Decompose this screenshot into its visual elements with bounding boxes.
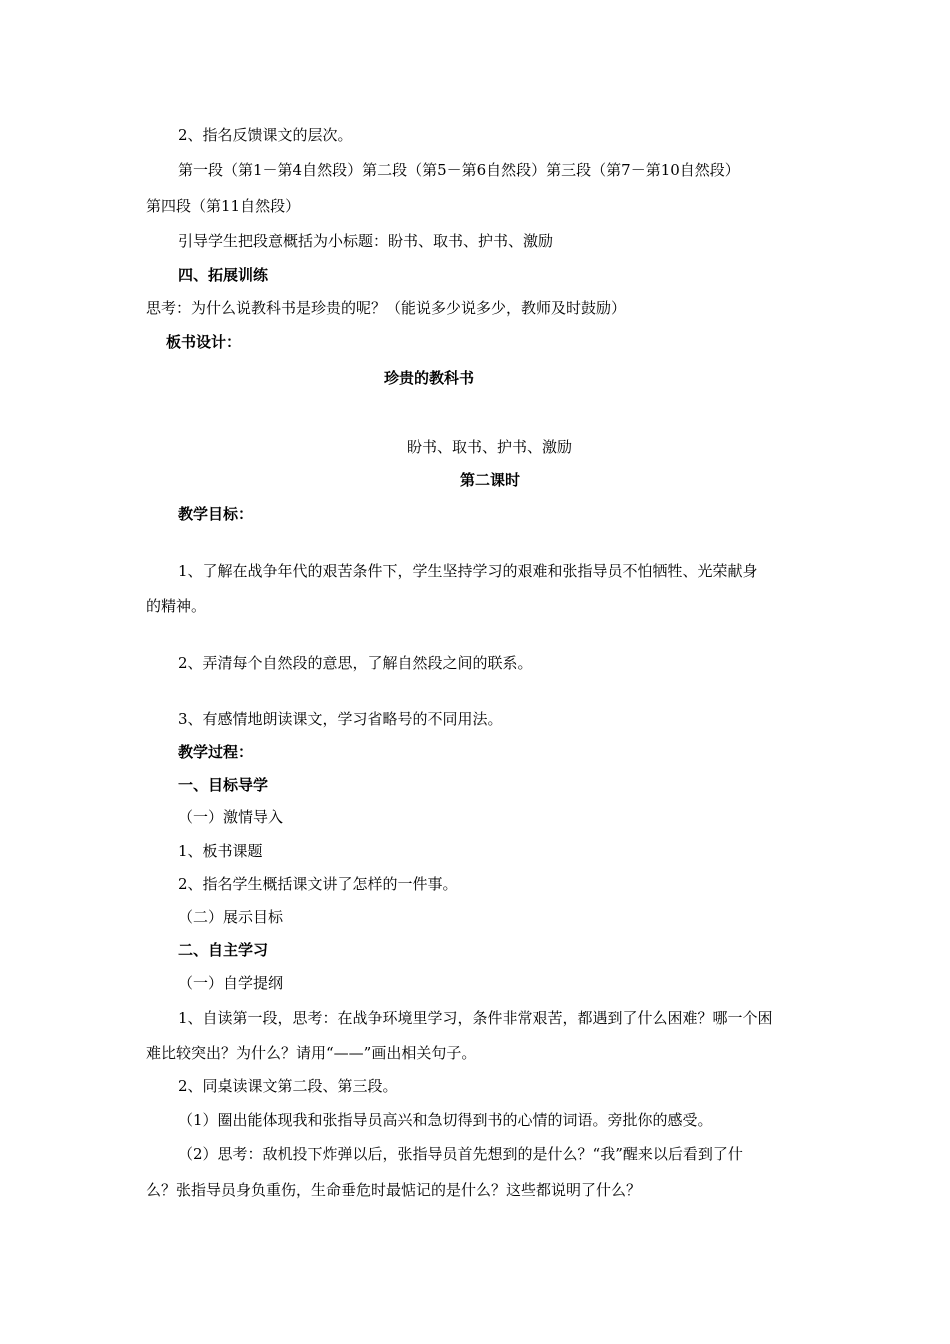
goal-3: 3、有感情地朗读课文，学习省略号的不同用法。 [178, 710, 503, 728]
outline-item-2-sub-2-line-1: （2）思考：敌机投下炸弹以后，张指导员首先想到的是什么？“我”醒来以后看到了什 [178, 1145, 743, 1163]
goal-1-line-1: 1、了解在战争年代的艰苦条件下，学生坚持学习的艰难和张指导员不怕牺牲、光荣献身 [178, 562, 758, 580]
teaching-goals-heading: 教学目标： [178, 505, 254, 523]
board-title: 珍贵的教科书 [384, 369, 475, 387]
section-heading-extension: 四、拓展训练 [178, 266, 269, 284]
outline-item-1-line-2: 难比较突出？为什么？请用“——”画出相关句子。 [146, 1044, 477, 1062]
section-heading-self-study: 二、自主学习 [178, 941, 269, 959]
lesson-two-heading: 第二课时 [460, 471, 521, 489]
text-line-think: 思考：为什么说教科书是珍贵的呢？（能说多少说多少，教师及时鼓励） [146, 299, 627, 317]
board-keywords: 盼书、取书、护书、激励 [407, 438, 573, 456]
outline-item-1-line-1: 1、自读第一段，思考：在战争环境里学习，条件非常艰苦，都遇到了什么困难？哪一个困 [178, 1009, 773, 1027]
outline-item-2-sub-1: （1）圈出能体现我和张指导员高兴和急切得到书的心情的词语。旁批你的感受。 [178, 1111, 713, 1129]
teaching-process-heading: 教学过程： [178, 743, 254, 761]
sub-heading-show-goals: （二）展示目标 [178, 908, 284, 926]
text-line-sections-2: 第四段（第11自然段） [146, 197, 301, 215]
outline-item-2: 2、同桌读课文第二段、第三段。 [178, 1077, 398, 1095]
board-design-heading: 板书设计： [166, 333, 242, 351]
outline-item-2-sub-2-line-2: 么？张指导员身负重伤，生命垂危时最惦记的是什么？这些都说明了什么？ [146, 1181, 642, 1199]
text-line-board-title: 1、板书课题 [178, 842, 263, 860]
sub-heading-intro: （一）激情导入 [178, 808, 284, 826]
text-line-feedback-levels: 2、指名反馈课文的层次。 [178, 126, 353, 144]
text-line-subtitles: 引导学生把段意概括为小标题：盼书、取书、护书、激励 [178, 232, 554, 250]
sub-heading-outline: （一）自学提纲 [178, 974, 284, 992]
text-line-summarize: 2、指名学生概括课文讲了怎样的一件事。 [178, 875, 458, 893]
text-line-sections-1: 第一段（第1－第4自然段）第二段（第5－第6自然段）第三段（第7－第10自然段） [178, 161, 740, 179]
section-heading-goal-guide: 一、目标导学 [178, 776, 269, 794]
goal-1-line-2: 的精神。 [146, 597, 207, 615]
goal-2: 2、弄清每个自然段的意思，了解自然段之间的联系。 [178, 654, 533, 672]
